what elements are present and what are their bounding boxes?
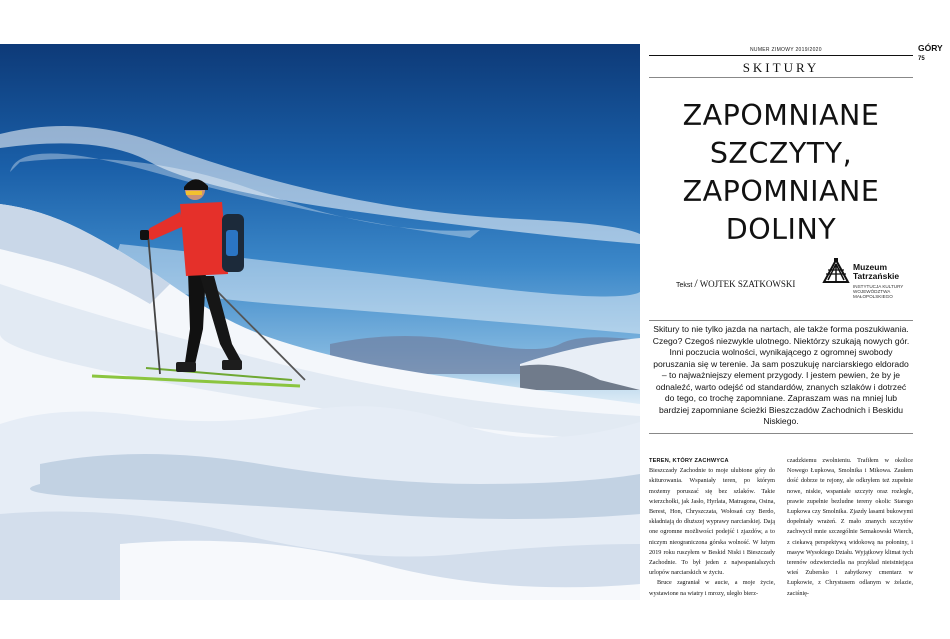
title-line: DOLINY [725,213,837,246]
body-paragraph: Bieszczady Zachodnie to moje ulubione góry do skiturowania. Wspaniały teren, po którym możemy poruszać się bez szlaków. Takie wierzchołki, jak Jasło, Hyrlata, Matragona, Osina, Berest, Hon, Chryszczata, Wołosań czy Berdo, składniają do dłuższej wyprawy narciarskiej. Dają one ogromne możliwości podejść i zjazdów, a to niczym nieograniczona górska wolność. W lutym 2019 roku ruszyłem w Beskid Niski i Bieszczady Zachodnie. To był jeden z najwspanialszych urlopów narciarskich w życiu. [649,467,775,577]
title-line: ZAPOMNIANE [682,175,880,208]
body-column-1 [649,456,775,599]
byline-label: Tekst [676,282,693,289]
lead-paragraph: Skitury to nie tylko jazda na nartach, ale także forma poszukiwania. Czego? Czegoś niezwykle ulotnego. Niektórzy szukają nowych gór. Inni poczucia wolności, wynikającego z ogromnej swobody poruszania się w terenie. Ja sam poszukuję narciarskiego eldorado – to najważniejszy element przygody. I jestem pewien, że by je odnaleźć, warto odejść od standardów, znanych szlaków i dotrzeć do tego, co trochę zapomniane. Zapraszam was na mniej lub bardziej zapomniane ścieżki Bieszczadów Zachodnich i Beskidu Niskiego. [652,324,910,426]
article-page [640,0,950,639]
lead-rule-top [649,320,913,321]
body-column-2 [787,456,913,599]
title-line: SZCZYTY, [709,137,853,170]
issue-label: NUMER ZIMOWY 2019/2020 [750,47,822,53]
museum-name [853,263,899,281]
museum-name-line: Tatrzańskie [853,271,900,281]
magazine-name: GÓRY [918,43,943,53]
museum-logo-icon [822,258,850,286]
museum-name-line: Muzeum [853,262,887,272]
museum-subtitle-line: INSTYTUCJA KULTURY [853,284,904,289]
page-number: 75 [918,56,925,62]
article-title [654,97,908,249]
header-rule [649,55,913,56]
section-label: SKITURY [742,60,820,75]
cover-photo [0,44,640,600]
photo-illustration [0,44,640,600]
body-paragraph: Bruce zagraniał w aucie, a moje życie, wystawione na wiatry i mrozy, uległo bierz- [649,579,775,597]
museum-subtitle [853,284,903,299]
body-paragraph: czadzkiemu zwolnieniu. Trafiłem w okolice Nowego Łupkowa, Smolnika i Mikowa. Zaułem dość dobrze te rejony, ale odkryłem też zupełnie nowe, niskie, wspaniałe szczyty oraz rozległe, prawie zupełnie bezludne tereny okolic Starego Łupkowa czy Smolnika. Zjazdy lasami bukowymi dopełniały wrażeń. Z mało znanych szczytów zachwycił mnie szczególnie Semakowski Wierch, z ciekawą perspektywą widokową na połoniny, i masyw Wysokiego Działu. Wyjątkowy klimat tych terenów odzwierciedla na przykład nieistniejąca wieś Zubersko i zabytkowy cmentarz w Łupkowie, z Chrystusem odlanym w żelazie, zaciśnię- [787,457,913,597]
title-line: ZAPOMNIANE [682,99,880,132]
byline-separator: / [694,276,698,290]
author-name: WOJTEK SZATKOWSKI [699,279,796,289]
section-rule [649,77,913,78]
museum-subtitle-line: MAŁOPOLSKIEGO [853,294,893,299]
museum-subtitle-line: WOJEWÓDZTWA [853,289,891,294]
byline [676,276,795,291]
subheading: TEREN, KTÓRY ZACHWYCA [649,458,729,464]
lead-rule-bottom [649,433,913,434]
